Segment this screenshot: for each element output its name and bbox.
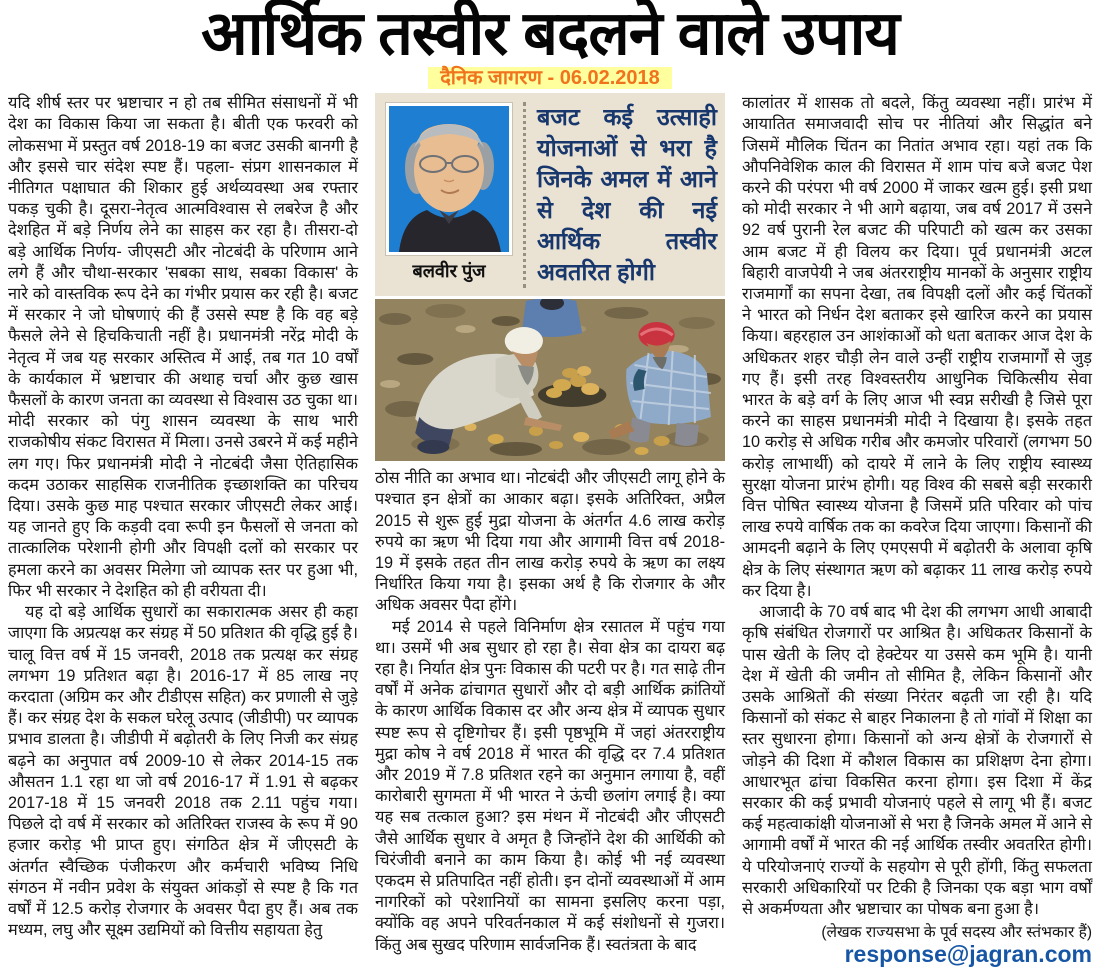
paragraph: ठोस नीति का अभाव था। नोटबंदी और जीएसटी लागू होने के पश्चात इन क्षेत्रों का आकार बढ़ा। इसके अतिरिक्त, अप्रैल 2015 से शुरू हुई मुद्रा योजना के अंतर्गत 4.6 लाख करोड़ रुपये का ऋण भी दिया गया और आगामी वित्त वर्ष 2018-19 में इसके तहत तीन लाख करोड़ रुपये के ऋण का लक्ष्य निर्धारित किया गया है। इसका अर्थ है कि रोजगार के और अधिक अवसर पैदा होंगे। bbox=[375, 469, 725, 615]
publication-dateline: दैनिक जागरण - 06.02.2018 bbox=[428, 67, 672, 89]
article-headline: आर्थिक तस्वीर बदलने वाले उपाय bbox=[201, 0, 899, 67]
author-portrait-illustration bbox=[389, 106, 509, 252]
paragraph: आजादी के 70 वर्ष बाद भी देश की लगभग आधी आबादी कृषि संबंधित रोजगारों पर आश्रित है। अधिकतर किसानों के पास खेती के लिए दो हेक्टेयर या उससे कम भूमि है। यानी देश में खेती की जमीन तो सीमित है, लेकिन किसानों और उसके आश्रितों की संख्या निरंतर बढ़ती जा रही है। यदि किसानों को संकट से बाहर निकालना है तो गांवों में शिक्षा का स्तर सुधारना होगा। किसानों को अन्य क्षेत्रों के रोजगारों से जोड़ने की दिशा में कौशल विकास का प्रशिक्षण देना होगा। आधारभूत ढांचा विकसित करना होगा। इस दिशा में केंद्र सरकार की कई प्रभावी योजनाएं पहले से लागू भी हैं। बजट कई महत्वाकांक्षी योजनाओं से भरा है जिनके अमल में आने से आगामी वर्षों में भारत की नई आर्थिक तस्वीर अवतरित होगी। ये परियोजनाएं राज्यों के सहयोग से पूरी होंगी, किंतु सफलता सरकारी अधिकारियों पर टिकी है जिनका एक बड़ा भाग वर्षों से अकर्मण्यता और भ्रष्टाचार का पोषक बना हुआ है। bbox=[742, 603, 1092, 918]
paragraph: कालांतर में शासक तो बदले, किंतु व्यवस्था नहीं। प्रारंभ में आयातित समाजवादी सोच पर नीतियां और सिद्धांत बने जिसमें मौलिक चिंतन का नितांत अभाव रहा। यहां तक कि औपनिवेशिक काल की विरासत में शाम पांच बजे बजट पेश करने की परंपरा भी वर्ष 2000 में जाकर खत्म हुई। इसी प्रथा को मोदी सरकार ने भी आगे बढ़ाया, जब वर्ष 2017 में उसने 92 वर्ष पुरानी रेल बजट की परिपाटी को खत्म कर उसका आम बजट में ही विलय कर दिया। पूर्व प्रधानमंत्री अटल बिहारी वाजपेयी ने जब अंतरराष्ट्रीय मानकों के अनुसार राष्ट्रीय राजमार्गों का सपना देखा, तब विपक्षी दलों और कई चिंतकों ने भारत को निर्धन देश बताकर इसे खारिज करने का प्रयास किया। बहरहाल उन आशंकाओं को धता बताकर आज देश के अधिकतर शहर चौड़ी लेन वाले उन्हीं राष्ट्रीय राजमार्गों से जुड़ गए हैं। इसी तरह विश्वस्तरीय आधुनिक चिकित्सीय सेवा भारत के बड़े वर्ग के लिए आज भी स्वप्न सरीखी है जिसे पूरा करने का साहस प्रधानमंत्री मोदी ने दिखाया है। इसके तहत 10 करोड़ से अधिक गरीब और कमजोर परिवारों (लगभग 50 करोड़ लाभार्थी) को दायरे में लाने के लिए राष्ट्रीय स्वास्थ्य सुरक्षा योजना प्रारंभ होगी। यह विश्व की सबसे बड़ी सरकारी वित्त पोषित स्वास्थ्य योजना है जिसमें प्रति परिवार को पांच लाख रुपये वार्षिक तक का कवरेज दिया जाएगा। किसानों की आमदनी बढ़ाने के लिए एमएसपी में बढ़ोतरी के अलावा कृषि क्षेत्र के लिए संस्थागत ऋण को बढ़ाकर 11 लाख करोड़ रुपये कर दिया है। bbox=[742, 94, 1092, 600]
article-columns bbox=[8, 93, 1092, 965]
field-photo bbox=[375, 299, 725, 461]
response-email-link[interactable]: response@jagran.com bbox=[844, 941, 1092, 967]
column-left bbox=[8, 93, 358, 941]
paragraph: मई 2014 से पहले विनिर्माण क्षेत्र रसातल में पहुंच गया था। उसमें भी अब सुधार हो रहा है। सेवा क्षेत्र का दायरा बढ़ रहा है। निर्यात क्षेत्र पुनः विकास की पटरी पर है। गत साढ़े तीन वर्षों में अनेक ढांचागत सुधारों और दो बड़ी आर्थिक क्रांतियों के कारण आर्थिक विकास दर और अन्य क्षेत्र में व्यापक सुधार स्पष्ट रूप से दृष्टिगोचर हैं। इसी पृष्ठभूमि में जहां अंतरराष्ट्रीय मुद्रा कोष ने वर्ष 2018 में भारत की वृद्धि दर 7.4 प्रतिशत और 2019 में 7.8 प्रतिशत रहने का अनुमान लगाया है, वहीं कारोबारी सुगमता में भी भारत ने ऊंची छलांग लगाई है। क्या यह सब तत्काल हुआ? इस मंथन में नोटबंदी और जीएसटी जैसे आर्थिक सुधार वे अमृत है जिन्होंने देश की आर्थिकी को चिरंजीवी बनाने का काम किया है। कोई भी नई व्यवस्था एकदम से प्रतिपादित नहीं होती। इन दोनों व्यवस्थाओं में आम नागरिकों को परेशानियों का सामना इसलिए करना पड़ा, क्योंकि वह अपने परिवर्तनकाल में कई संशोधनों से गुजरा। किंतु अब सुखद परिणाम सार्वजनिक हैं। स्वतंत्रता के बाद bbox=[375, 617, 725, 954]
paragraph: यह दो बड़े आर्थिक सुधारों का सकारात्मक असर ही कहा जाएगा कि अप्रत्यक्ष कर संग्रह में 50 प्रतिशत की वृद्धि हुई है। चालू वित्त वर्ष में 15 जनवरी, 2018 तक प्रत्यक्ष कर संग्रह लगभग 19 प्रतिशत बढ़ा है। 2016-17 में 85 लाख नए करदाता (अग्रिम कर और टीडीएस सहित) कर प्रणाली से जुड़े हैं। कर संग्रह देश के सकल घरेलू उत्पाद (जीडीपी) पर व्यापक प्रभाव डालता है। जीडीपी में बढ़ोतरी के लिए निजी कर संग्रह बढ़ने का अनुपात वर्ष 2009-10 से लेकर 2014-15 तक औसतन 1.1 रहा था जो वर्ष 2016-17 में 1.91 से बढ़कर 2017-18 में 15 जनवरी 2018 तक 2.11 पहुंच गया। पिछले दो वर्ष में सरकार को अतिरिक्त राजस्व के रूप में 90 हजार करोड़ भी प्राप्त हुए। संगठित क्षेत्र में जीएसटी के अंतर्गत स्वैच्छिक पंजीकरण और कर्मचारी भविष्य निधि संगठन में नवीन प्रवेश के संयुक्त आंकड़ों से स्पष्ट है कि गत वर्षों में 12.5 करोड़ रोजगार के अवसर पैदा हुए हैं। अब तक मध्यम, लघु और सूक्ष्म उद्यमियों को वित्तीय सहायता हेतु bbox=[8, 603, 358, 940]
author-portrait-block bbox=[385, 102, 513, 288]
column-right bbox=[742, 93, 1092, 965]
pull-quote: बजट कई उत्साही योजनाओं से भरा है जिनके अमल में आने से देश की नई आर्थिक तस्वीर अवतरित होगी bbox=[523, 102, 717, 288]
dateline-row bbox=[8, 67, 1092, 89]
paragraph: यदि शीर्ष स्तर पर भ्रष्टाचार न हो तब सीमित संसाधनों में भी देश का विकास किया जा सकता है। बीती एक फरवरी को लोकसभा में प्रस्तुत वर्ष 2018-19 का बजट उसकी बानगी है और इससे चार संदेश स्पष्ट हैं। पहला- संप्रग शासनकाल में नीतिगत पक्षाघात की शिकार हुई अर्थव्यवस्था अब रफ्तार पकड़ चुकी है। दूसरा-नेतृत्व आत्मविश्वास से लबरेज है और देशहित में बड़े निर्णय लेने का साहस कर रहा है। तीसरा-दो बड़े आर्थिक निर्णय- जीएसटी और नोटबंदी के परिणाम आने लगे हैं और चौथा-सरकार 'सबका साथ, सबका विकास' के नारे को वास्तविक रूप देने का गंभीर प्रयास कर रही है। बजट में सरकार ने जो घोषणाएं की हैं उससे स्पष्ट है कि वह बड़े फैसले लेने से हिचकिचाती नहीं है। प्रधानमंत्री नरेंद्र मोदी के नेतृत्व में जब यह सरकार अस्तित्व में आई, तब गत 10 वर्षों के कार्यकाल में भ्रष्टाचार की अथाह चर्चा और कुछ खास फैसलों के कारण जनता का व्यवस्था से विश्वास उठ चुका था। मोदी सरकार को पंगु शासन व्यवस्था के साथ भारी राजकोषीय संकट विरासत में मिला। उनसे उबरने में कई महीने लग गए। फिर प्रधानमंत्री मोदी ने नोटबंदी जैसा ऐतिहासिक कदम उठाकर साहसिक राजनीतिक इच्छाशक्ति का परिचय दिया। उसके कुछ माह पश्चात सरकार जीएसटी लेकर आई। यह जानते हुए कि कड़वी दवा रूपी इन फैसलों से जनता को तात्कालिक परेशानी होगी और विपक्षी दलों को सरकार पर हमला करने का अवसर मिलेगा जो व्यापक स्तर पर हुआ भी, फिर भी सरकार ने देशहित को ही वरीयता दी। bbox=[8, 94, 358, 600]
farmers-photo-illustration bbox=[375, 299, 725, 461]
author-portrait bbox=[385, 102, 513, 256]
author-credit: (लेखक राज्यसभा के पूर्व सदस्य और स्तंभकार हैं) bbox=[821, 924, 1092, 942]
feature-box bbox=[375, 93, 725, 296]
author-name: बलवीर पुंज bbox=[412, 261, 486, 282]
column-middle bbox=[375, 93, 725, 956]
